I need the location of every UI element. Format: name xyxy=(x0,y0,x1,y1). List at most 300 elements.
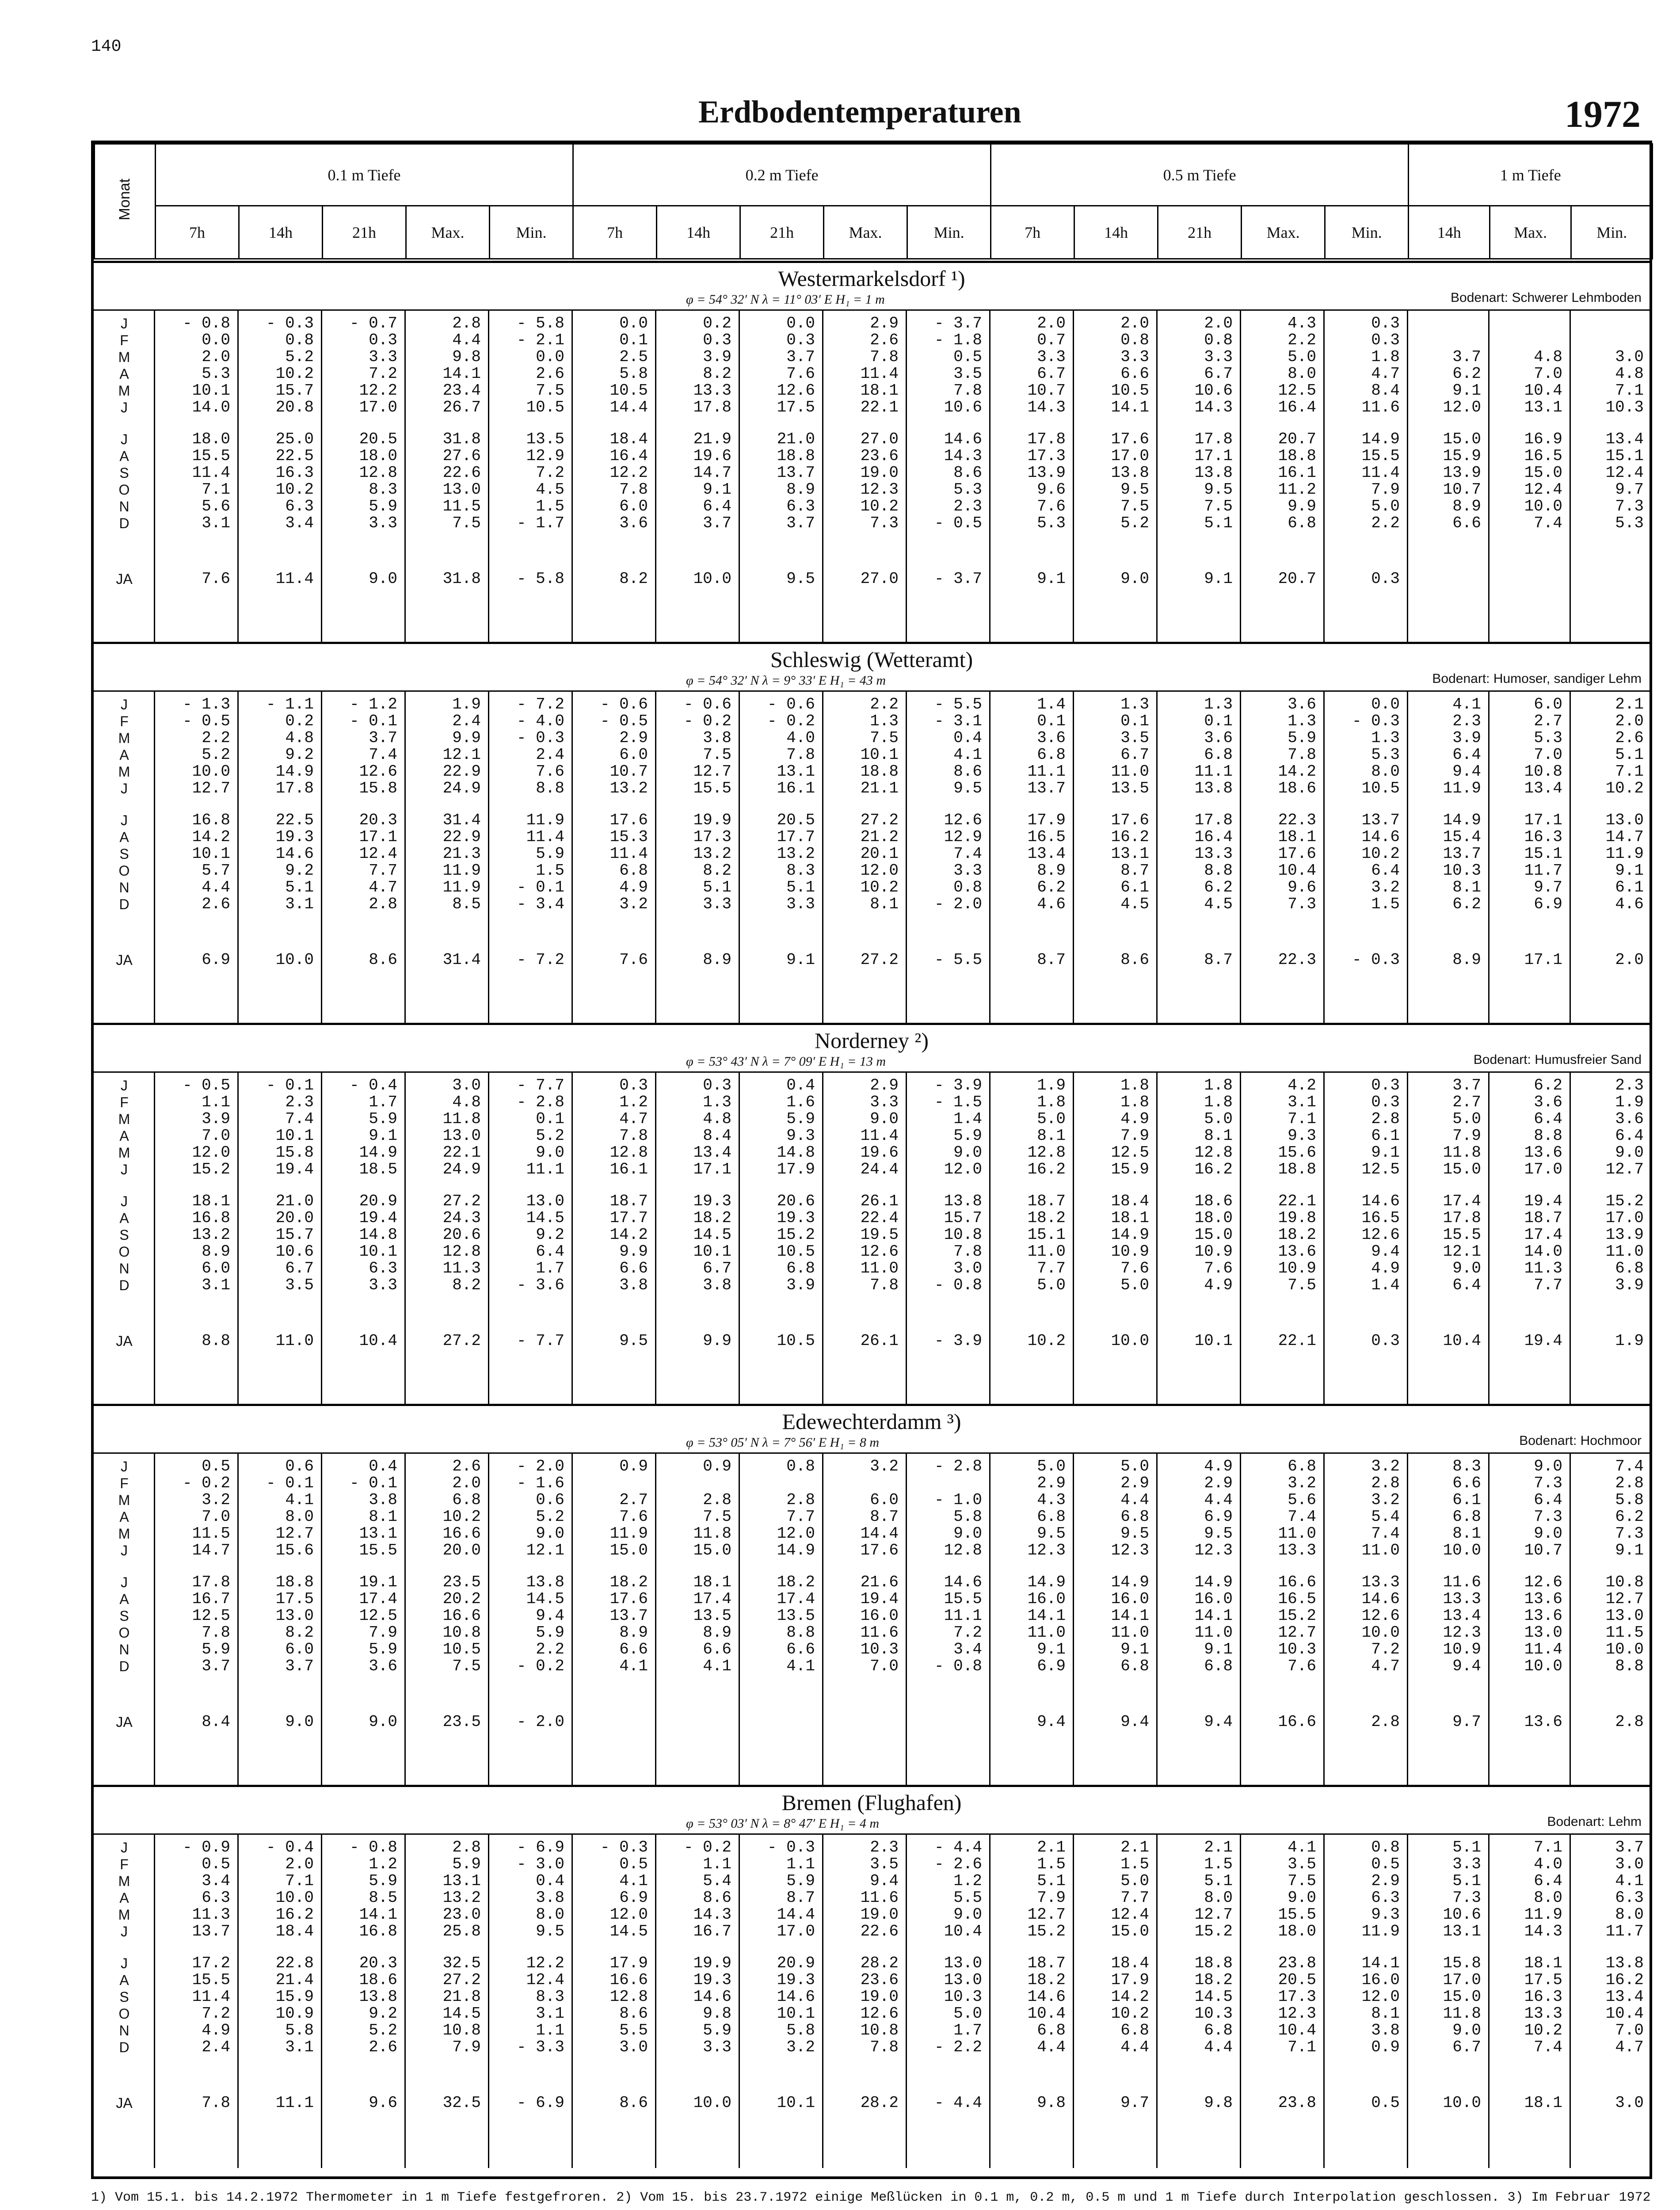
value-cell: 20.6 xyxy=(777,1192,815,1210)
value-cell: - 0.8 xyxy=(182,314,230,332)
value-cell: 16.3 xyxy=(1524,1988,1562,2006)
value-cell: - 2.0 xyxy=(934,895,982,913)
month-label: A xyxy=(119,1972,129,1988)
month-row xyxy=(94,1542,1652,1559)
value-cell: 11.9 xyxy=(1605,845,1644,863)
value-cell: 5.1 xyxy=(703,878,731,896)
value-cell: 14.2 xyxy=(1278,762,1316,781)
month-row xyxy=(94,1608,1652,1624)
row-spacer xyxy=(94,913,1652,952)
value-cell: - 0.9 xyxy=(182,1838,230,1856)
value-cell: 17.6 xyxy=(1278,845,1316,863)
value-cell: 11.9 xyxy=(1443,779,1481,797)
row-spacer xyxy=(94,1294,1652,1333)
value-cell: - 2.0 xyxy=(516,1713,564,1731)
value-cell: 1.1 xyxy=(536,2021,564,2039)
divider xyxy=(94,309,1650,311)
value-cell: 14.1 xyxy=(359,1905,397,1924)
value-cell: 16.1 xyxy=(777,779,815,797)
value-cell: 12.6 xyxy=(944,811,982,829)
value-cell: 7.6 xyxy=(1120,1259,1149,1277)
station-coordinates: φ = 53° 05′ N λ = 7° 56′ E H₁ = 8 m xyxy=(686,1435,880,1450)
value-cell: 14.6 xyxy=(693,1988,731,2006)
value-cell: 4.7 xyxy=(1371,365,1400,383)
value-cell: 5.8 xyxy=(619,365,648,383)
month-label: JA xyxy=(116,952,133,968)
value-cell: 19.3 xyxy=(693,1192,731,1210)
value-cell: 21.8 xyxy=(442,1988,481,2006)
value-cell: 4.9 xyxy=(1371,1259,1400,1277)
value-cell: 11.8 xyxy=(693,1524,731,1543)
value-cell: 3.3 xyxy=(369,514,397,532)
value-cell: 2.6 xyxy=(369,2038,397,2056)
value-cell: 19.8 xyxy=(1278,1209,1316,1227)
value-cell: 10.0 xyxy=(1524,497,1562,515)
month-row xyxy=(94,730,1652,747)
value-cell: 4.1 xyxy=(786,1657,815,1675)
value-cell: - 0.7 xyxy=(349,314,397,332)
value-cell: 15.7 xyxy=(275,381,314,400)
value-cell: 18.4 xyxy=(1111,1192,1149,1210)
value-cell: 22.1 xyxy=(1278,1192,1316,1210)
value-cell: 17.6 xyxy=(1111,811,1149,829)
value-cell: 18.4 xyxy=(275,1922,314,1940)
value-cell: 23.6 xyxy=(860,1971,899,1989)
value-cell: 5.1 xyxy=(285,878,314,896)
value-cell: 1.4 xyxy=(1371,1276,1400,1294)
value-cell: 9.0 xyxy=(536,1524,564,1543)
value-cell: 5.9 xyxy=(369,497,397,515)
value-cell: 4.8 xyxy=(452,1093,481,1111)
value-cell: 1.5 xyxy=(1371,895,1400,913)
value-cell: 14.9 xyxy=(1443,811,1481,829)
month-row xyxy=(94,1890,1652,1906)
month-row xyxy=(94,1128,1652,1144)
value-cell: 0.0 xyxy=(619,314,648,332)
value-cell xyxy=(572,1714,656,1730)
value-cell: - 4.0 xyxy=(516,712,564,730)
month-row xyxy=(94,1458,1652,1475)
value-cell: 6.8 xyxy=(1615,1259,1644,1277)
value-cell: 11.1 xyxy=(1027,762,1066,781)
value-cell: 16.0 xyxy=(1194,1590,1233,1608)
value-cell: - 0.1 xyxy=(266,1474,314,1492)
value-cell: 2.3 xyxy=(870,1838,899,1856)
value-cell: 7.4 xyxy=(1534,514,1562,532)
month-label: D xyxy=(119,515,130,531)
value-cell: 2.9 xyxy=(1120,1474,1149,1492)
value-cell: 10.1 xyxy=(192,381,230,400)
column-header: 7h xyxy=(991,206,1074,259)
value-cell: 20.2 xyxy=(442,1590,481,1608)
value-cell: 4.4 xyxy=(1037,2038,1066,2056)
value-cell: 11.6 xyxy=(860,1889,899,1907)
value-cell: 7.1 xyxy=(202,480,230,499)
value-cell: 6.8 xyxy=(1204,1657,1233,1675)
value-cell: 3.9 xyxy=(786,1276,815,1294)
value-cell: 10.3 xyxy=(860,1640,899,1658)
value-cell: 23.6 xyxy=(860,447,899,465)
value-cell: 0.3 xyxy=(1371,1093,1400,1111)
column-header: 21h xyxy=(323,206,406,259)
value-cell: 17.4 xyxy=(359,1590,397,1608)
value-cell: 9.1 xyxy=(369,1127,397,1145)
value-cell: 4.5 xyxy=(536,480,564,499)
value-cell: - 6.9 xyxy=(516,1838,564,1856)
month-row xyxy=(94,431,1652,448)
value-cell: 6.8 xyxy=(1288,1457,1316,1475)
month-row xyxy=(94,1144,1652,1161)
value-cell: 6.2 xyxy=(1534,1076,1562,1094)
value-cell: 27.2 xyxy=(442,1192,481,1210)
value-cell: 14.6 xyxy=(1027,1988,1066,2006)
column-header: Min. xyxy=(1325,206,1409,259)
value-cell: 13.6 xyxy=(1278,1242,1316,1261)
value-cell: 0.0 xyxy=(1371,695,1400,713)
value-cell: 13.3 xyxy=(1278,1541,1316,1559)
value-cell: 10.5 xyxy=(610,381,648,400)
value-cell: 12.1 xyxy=(526,1541,564,1559)
value-cell: 15.5 xyxy=(192,1971,230,1989)
value-cell: 13.0 xyxy=(442,1127,481,1145)
value-cell: 13.4 xyxy=(1605,430,1644,448)
value-cell: 9.0 xyxy=(285,1713,314,1731)
value-cell: 12.6 xyxy=(1361,1607,1400,1625)
value-cell: - 3.1 xyxy=(934,712,982,730)
value-cell: 8.5 xyxy=(369,1889,397,1907)
value-cell: 2.8 xyxy=(1615,1474,1644,1492)
value-cell: 10.1 xyxy=(192,845,230,863)
annual-row xyxy=(94,1333,1652,1349)
value-cell: 0.2 xyxy=(703,314,731,332)
month-row xyxy=(94,2022,1652,2039)
value-cell: 1.1 xyxy=(202,1093,230,1111)
value-cell: 13.9 xyxy=(1027,464,1066,482)
value-cell: 5.2 xyxy=(202,746,230,764)
value-cell: 18.0 xyxy=(359,447,397,465)
value-cell: 16.6 xyxy=(610,1971,648,1989)
value-cell: 3.3 xyxy=(1037,348,1066,366)
value-cell: 13.7 xyxy=(1443,845,1481,863)
value-cell: 13.0 xyxy=(526,1192,564,1210)
value-cell: 17.6 xyxy=(610,1590,648,1608)
month-label: M xyxy=(118,383,130,399)
value-cell: 5.9 xyxy=(452,1855,481,1873)
value-cell: 3.7 xyxy=(1615,1838,1644,1856)
value-cell: 4.7 xyxy=(1371,1657,1400,1675)
value-cell: 4.4 xyxy=(452,331,481,349)
value-cell: 2.9 xyxy=(1204,1474,1233,1492)
value-cell: 11.4 xyxy=(860,365,899,383)
value-cell: 16.6 xyxy=(442,1524,481,1543)
value-cell: 12.3 xyxy=(1027,1541,1066,1559)
value-cell: 14.1 xyxy=(442,365,481,383)
value-cell: 9.0 xyxy=(536,1143,564,1162)
value-cell: 5.4 xyxy=(703,1872,731,1890)
value-cell: 12.4 xyxy=(1605,464,1644,482)
value-cell: 7.1 xyxy=(1288,1110,1316,1128)
value-cell: 11.9 xyxy=(610,1524,648,1543)
value-cell: 17.3 xyxy=(1027,447,1066,465)
value-cell: 7.1 xyxy=(1288,2038,1316,2056)
value-cell: 15.1 xyxy=(1605,447,1644,465)
value-cell: 16.3 xyxy=(275,464,314,482)
value-cell: 0.3 xyxy=(369,331,397,349)
value-cell: 9.1 xyxy=(1615,1541,1644,1559)
value-cell: 0.8 xyxy=(1120,331,1149,349)
value-cell: - 0.4 xyxy=(266,1838,314,1856)
depth-group-0-5m: 0.5 m Tiefe xyxy=(991,144,1409,206)
value-cell: 15.5 xyxy=(1278,1905,1316,1924)
value-cell: 8.9 xyxy=(703,951,731,969)
month-label: M xyxy=(118,1873,130,1889)
value-cell: 11.2 xyxy=(1278,480,1316,499)
value-cell: 12.7 xyxy=(693,762,731,781)
value-cell: - 2.2 xyxy=(934,2038,982,2056)
value-cell: 9.2 xyxy=(285,746,314,764)
value-cell: 13.0 xyxy=(275,1607,314,1625)
value-cell: 22.8 xyxy=(275,1954,314,1972)
spacer-cell xyxy=(94,913,1652,952)
value-cell: 17.3 xyxy=(693,828,731,846)
value-cell: 8.2 xyxy=(619,570,648,588)
value-cell: 10.1 xyxy=(275,1127,314,1145)
value-cell: 17.8 xyxy=(1194,811,1233,829)
value-cell: 3.1 xyxy=(202,1276,230,1294)
value-cell: 0.0 xyxy=(202,331,230,349)
value-cell: 12.5 xyxy=(1111,1143,1149,1162)
value-cell: 1.7 xyxy=(536,1259,564,1277)
value-cell: 7.5 xyxy=(1288,1872,1316,1890)
value-cell: 19.3 xyxy=(693,1971,731,1989)
value-cell: 10.8 xyxy=(944,1226,982,1244)
value-cell: 7.8 xyxy=(619,480,648,499)
value-cell: 14.1 xyxy=(1111,398,1149,416)
value-cell: 13.9 xyxy=(1443,464,1481,482)
value-cell: 12.0 xyxy=(944,1160,982,1178)
value-cell: 18.7 xyxy=(1027,1954,1066,1972)
value-cell: 27.6 xyxy=(442,447,481,465)
value-cell: 14.2 xyxy=(610,1226,648,1244)
month-label: N xyxy=(119,1642,130,1658)
value-cell: 6.8 xyxy=(1204,2021,1233,2039)
value-cell: 6.8 xyxy=(1452,1508,1481,1526)
value-cell: 12.7 xyxy=(1605,1590,1644,1608)
value-cell: 4.9 xyxy=(1120,1110,1149,1128)
value-cell: 10.1 xyxy=(1194,1332,1233,1350)
value-cell: 12.2 xyxy=(610,464,648,482)
value-cell: - 0.8 xyxy=(934,1657,982,1675)
value-cell: 8.7 xyxy=(1204,951,1233,969)
value-cell: 16.5 xyxy=(1278,1590,1316,1608)
value-cell: 6.4 xyxy=(1452,746,1481,764)
value-cell: 17.4 xyxy=(777,1590,815,1608)
value-cell: 16.5 xyxy=(1027,828,1066,846)
value-cell: 14.0 xyxy=(192,398,230,416)
value-cell: 17.8 xyxy=(1443,1209,1481,1227)
value-cell: 21.9 xyxy=(693,430,731,448)
value-cell: 0.5 xyxy=(619,1855,648,1873)
month-label: O xyxy=(118,482,130,498)
month-label: J xyxy=(121,400,128,415)
value-cell: 9.0 xyxy=(1452,2021,1481,2039)
month-label: J xyxy=(121,1840,128,1856)
value-cell: 8.1 xyxy=(1452,878,1481,896)
value-cell: 1.5 xyxy=(1037,1855,1066,1873)
value-cell: - 0.2 xyxy=(182,1474,230,1492)
value-cell: 13.1 xyxy=(1443,1922,1481,1940)
month-label: N xyxy=(119,499,130,514)
value-cell: 6.0 xyxy=(285,1640,314,1658)
value-cell: 7.4 xyxy=(1615,1457,1644,1475)
value-cell: 8.1 xyxy=(1037,1127,1066,1145)
value-cell: 9.6 xyxy=(369,2094,397,2112)
value-cell: 15.0 xyxy=(1443,1988,1481,2006)
value-cell: 8.4 xyxy=(202,1713,230,1731)
value-cell: 12.0 xyxy=(610,1905,648,1924)
value-cell: 17.8 xyxy=(1027,430,1066,448)
value-cell: 12.7 xyxy=(192,779,230,797)
value-cell: - 5.8 xyxy=(516,314,564,332)
month-label: D xyxy=(119,896,130,912)
value-cell: 21.1 xyxy=(860,779,899,797)
value-cell: 20.5 xyxy=(359,430,397,448)
value-cell: 11.4 xyxy=(275,570,314,588)
value-cell: 6.2 xyxy=(1204,878,1233,896)
value-cell: 0.0 xyxy=(786,314,815,332)
value-cell: 8.1 xyxy=(1371,2004,1400,2023)
value-cell: 5.3 xyxy=(202,365,230,383)
value-cell: 4.6 xyxy=(1037,895,1066,913)
value-cell: 5.3 xyxy=(953,480,982,499)
value-cell: 7.9 xyxy=(1037,1889,1066,1907)
value-cell: 3.2 xyxy=(1371,1491,1400,1509)
value-cell xyxy=(907,1714,990,1730)
value-cell: 0.4 xyxy=(786,1076,815,1094)
value-cell: - 0.4 xyxy=(349,1076,397,1094)
value-cell: 13.1 xyxy=(777,762,815,781)
value-cell: 3.0 xyxy=(1615,1855,1644,1873)
month-row xyxy=(94,1111,1652,1128)
value-cell: 15.5 xyxy=(192,447,230,465)
value-cell: 4.7 xyxy=(619,1110,648,1128)
value-cell: 11.4 xyxy=(1361,464,1400,482)
value-cell: 6.7 xyxy=(1204,365,1233,383)
value-cell: 8.6 xyxy=(953,762,982,781)
value-cell: - 1.2 xyxy=(349,695,397,713)
value-cell: 11.7 xyxy=(1524,861,1562,880)
value-cell: 8.1 xyxy=(1204,1127,1233,1145)
value-cell: 9.1 xyxy=(786,951,815,969)
month-row xyxy=(94,1955,1652,1972)
value-cell: 13.1 xyxy=(1111,845,1149,863)
column-header: Max. xyxy=(406,206,490,259)
value-cell: 18.0 xyxy=(192,430,230,448)
month-label: O xyxy=(118,2006,130,2022)
month-label: N xyxy=(119,1261,130,1276)
value-cell: 11.6 xyxy=(860,1623,899,1642)
value-cell: 7.2 xyxy=(953,1623,982,1642)
value-cell: 3.3 xyxy=(870,1093,899,1111)
value-cell: 7.9 xyxy=(1452,1127,1481,1145)
value-cell: 15.3 xyxy=(610,828,648,846)
value-cell: 10.3 xyxy=(1278,1640,1316,1658)
value-cell: 19.1 xyxy=(359,1573,397,1591)
value-cell: 8.3 xyxy=(1452,1457,1481,1475)
value-cell: 7.5 xyxy=(536,381,564,400)
month-row xyxy=(94,713,1652,730)
value-cell: 0.3 xyxy=(1371,570,1400,588)
value-cell: 7.5 xyxy=(1204,497,1233,515)
value-cell: 5.2 xyxy=(285,348,314,366)
value-cell: 13.0 xyxy=(1524,1623,1562,1642)
value-cell: 9.0 xyxy=(1288,1889,1316,1907)
station-name: Schleswig (Wetteramt) xyxy=(770,647,973,672)
station-coordinates: φ = 54° 32′ N λ = 9° 33′ E H₁ = 43 m xyxy=(686,673,886,688)
month-row xyxy=(94,1658,1652,1675)
value-cell: 6.0 xyxy=(619,746,648,764)
month-row xyxy=(94,896,1652,913)
soil-type: Bodenart: Humusfreier Sand xyxy=(1473,1052,1642,1067)
value-cell: 0.6 xyxy=(536,1491,564,1509)
value-cell: 10.8 xyxy=(1605,1573,1644,1591)
row-spacer xyxy=(94,1940,1652,1955)
value-cell: 0.3 xyxy=(1371,1076,1400,1094)
value-cell: 17.8 xyxy=(693,398,731,416)
value-cell: 7.3 xyxy=(1452,1889,1481,1907)
value-cell: 16.7 xyxy=(693,1922,731,1940)
value-cell: 13.0 xyxy=(442,480,481,499)
value-cell: 3.6 xyxy=(1615,1110,1644,1128)
value-cell: 15.5 xyxy=(1361,447,1400,465)
value-cell: 2.3 xyxy=(1452,712,1481,730)
value-cell: 5.9 xyxy=(786,1110,815,1128)
value-cell: 11.3 xyxy=(192,1905,230,1924)
value-cell: 1.9 xyxy=(1615,1093,1644,1111)
value-cell: 13.0 xyxy=(944,1971,982,1989)
value-cell: 2.9 xyxy=(870,1076,899,1094)
value-cell: 6.9 xyxy=(1204,1508,1233,1526)
value-cell: 14.1 xyxy=(1194,1607,1233,1625)
value-cell: 8.7 xyxy=(870,1508,899,1526)
value-cell: 24.9 xyxy=(442,779,481,797)
value-cell: 18.2 xyxy=(777,1573,815,1591)
value-cell: 0.7 xyxy=(1037,331,1066,349)
value-cell: 5.0 xyxy=(1452,1110,1481,1128)
value-cell: 6.2 xyxy=(1615,1508,1644,1526)
value-cell: 7.8 xyxy=(953,1242,982,1261)
value-cell: 8.9 xyxy=(1452,497,1481,515)
value-cell: 6.2 xyxy=(1037,878,1066,896)
value-cell: 9.1 xyxy=(703,480,731,499)
value-cell: 3.6 xyxy=(1037,729,1066,747)
value-cell: 6.8 xyxy=(452,1491,481,1509)
value-cell: 4.9 xyxy=(1204,1457,1233,1475)
value-cell: 8.8 xyxy=(1615,1657,1644,1675)
value-cell: 19.4 xyxy=(1524,1192,1562,1210)
value-cell: 0.3 xyxy=(1371,314,1400,332)
value-cell: 23.8 xyxy=(1278,1954,1316,1972)
value-cell: 16.1 xyxy=(610,1160,648,1178)
value-cell: 0.8 xyxy=(1204,331,1233,349)
value-cell: - 3.9 xyxy=(934,1332,982,1350)
value-cell: 9.5 xyxy=(536,1922,564,1940)
value-cell: 15.6 xyxy=(1278,1143,1316,1162)
value-cell: 25.8 xyxy=(442,1922,481,1940)
value-cell: 7.7 xyxy=(1534,1276,1562,1294)
value-cell: 14.3 xyxy=(1524,1922,1562,1940)
value-cell: 12.2 xyxy=(526,1954,564,1972)
